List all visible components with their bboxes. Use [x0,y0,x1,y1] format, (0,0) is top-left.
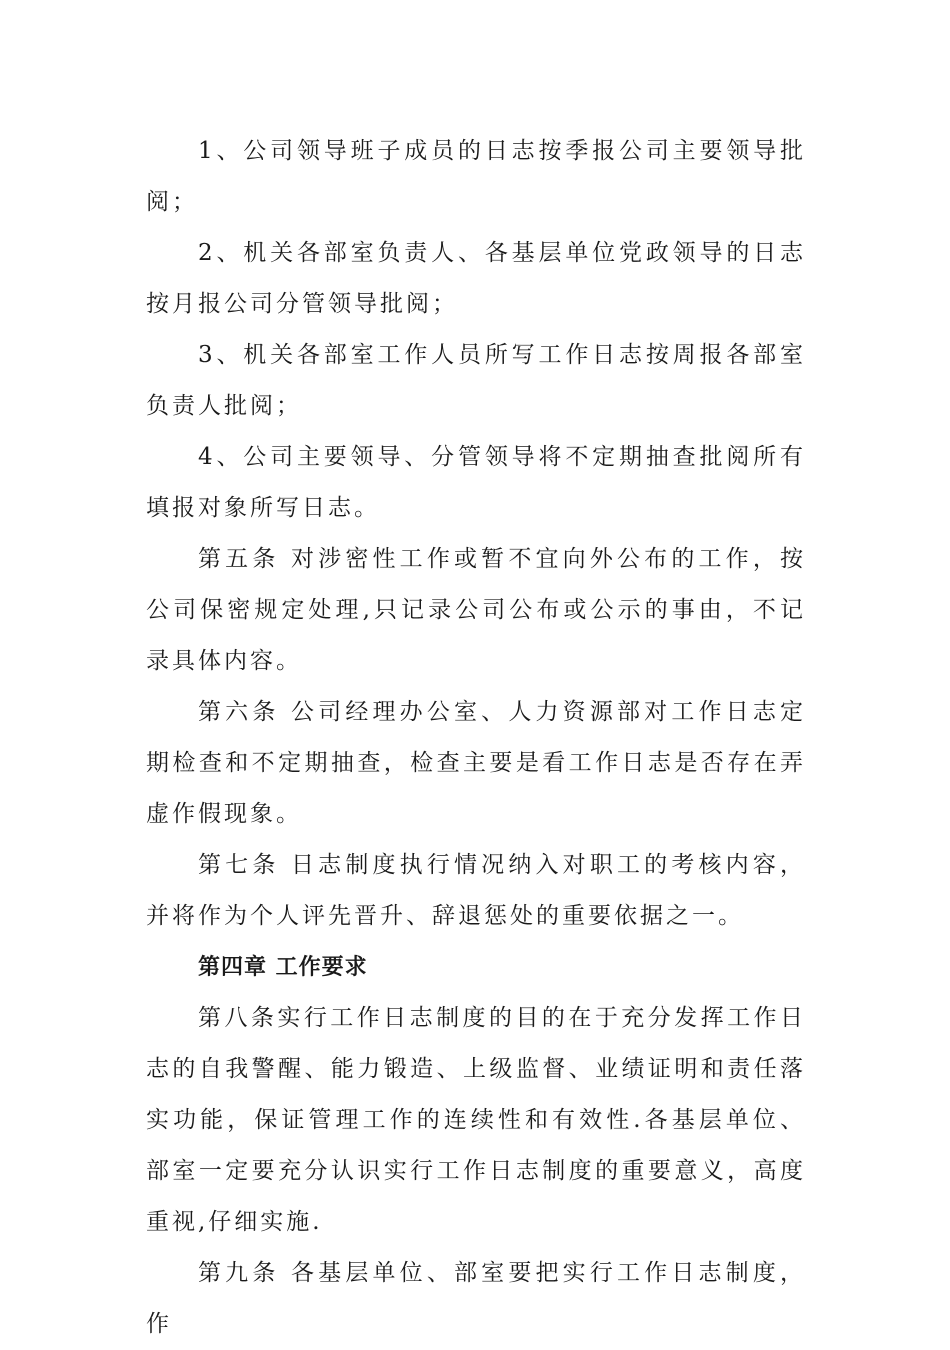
article-9: 第九条 各基层单位、部室要把实行工作日志制度，作 [146,1260,806,1337]
clause-item-4: 4、公司主要领导、分管领导将不定期抽查批阅所有填报对象所写日志。 [146,444,806,521]
article-5: 第五条 对涉密性工作或暂不宜向外公布的工作，按公司保密规定处理,只记录公司公布或公示的事由，不记录具体内容。 [146,546,806,674]
document-body [146,126,806,1350]
article-6: 第六条 公司经理办公室、人力资源部对工作日志定期检查和不定期抽查，检查主要是看工作日志是否存在弄虚作假现象。 [146,699,806,827]
chapter-heading: 第四章 工作要求 [198,955,368,980]
clause-item-2: 2、机关各部室负责人、各基层单位党政领导的日志按月报公司分管领导批阅； [146,240,806,317]
article-8: 第八条实行工作日志制度的目的在于充分发挥工作日志的自我警醒、能力锻造、上级监督、业绩证明和责任落实功能，保证管理工作的连续性和有效性.各基层单位、部室一定要充分认识实行工作日志制度的重要意义，高度重视,仔细实施. [146,1005,806,1235]
article-7: 第七条 日志制度执行情况纳入对职工的考核内容，并将作为个人评先晋升、辞退惩处的重要依据之一。 [146,852,806,929]
clause-item-3: 3、机关各部室工作人员所写工作日志按周报各部室负责人批阅； [146,342,806,419]
clause-item-1: 1、公司领导班子成员的日志按季报公司主要领导批阅； [146,138,806,215]
